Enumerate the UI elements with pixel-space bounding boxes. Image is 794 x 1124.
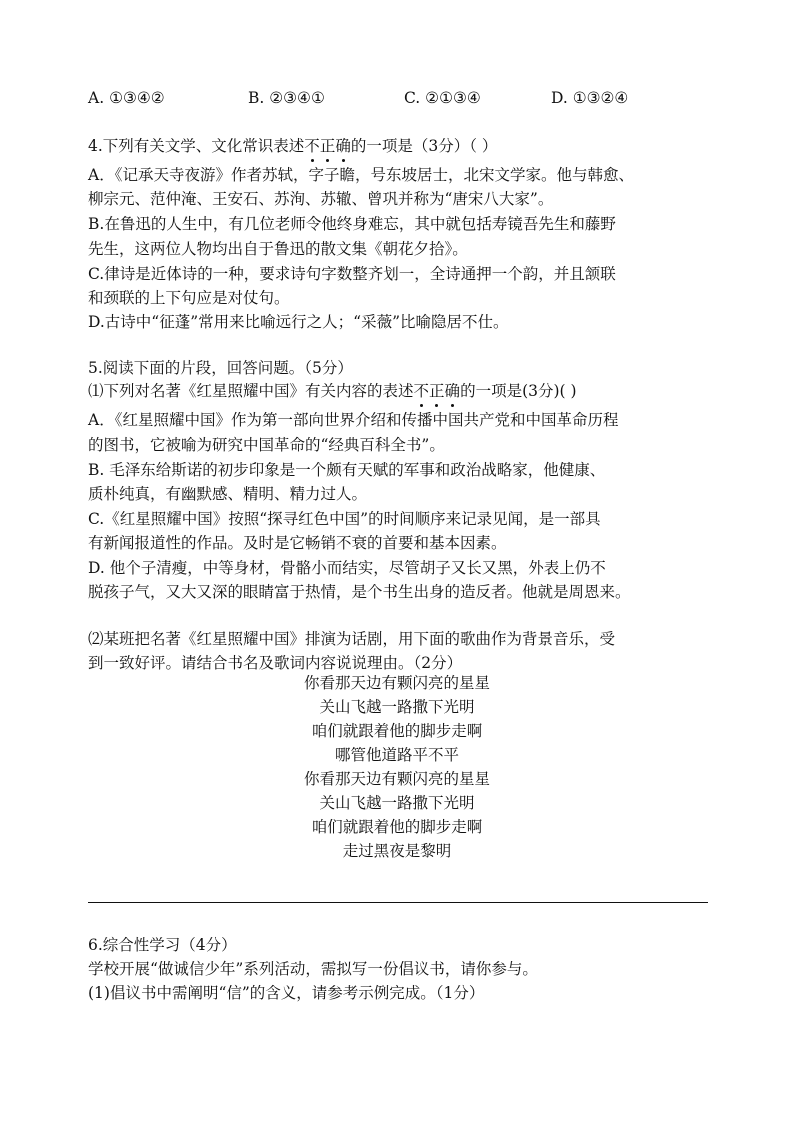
q5-sub2-line: 到一致好评。请结合书名及歌词内容说说理由。（2分） xyxy=(88,654,463,672)
q5-sub2-line: ⑵某班把名著《红星照耀中国》排演为话剧，用下面的歌曲作为背景音乐，受 xyxy=(88,630,616,648)
lyric-line: 你看那天边有颗闪亮的星星 xyxy=(303,674,490,692)
q5-line: D. 他个子清瘦，中等身材，骨骼小而结实，尽管胡子又长又黑，外表上仍不 xyxy=(88,559,606,577)
q4-stem: 4.下列有关文学、文化常识表述不正确的一项是（3分）（ ） xyxy=(88,137,498,155)
lyric-line: 哪管他道路平不平 xyxy=(334,746,459,764)
q5-line: 质朴纯真，有幽默感、精明、精力过人。 xyxy=(88,485,368,503)
q3-option-d: D. ①③②④ xyxy=(551,89,629,107)
q5-line: C.《红星照耀中国》按照“探寻红色中国”的时间顺序来记录见闻，是一部具 xyxy=(88,510,601,528)
q5-line: B. 毛泽东给斯诺的初步印象是一个颇有天赋的军事和政治战略家，他健康、 xyxy=(88,461,606,479)
q4-line: D.古诗中“征蓬”常用来比喻远行之人；“采薇”比喻隐居不仕。 xyxy=(88,313,509,331)
q3-option-b: B. ②③④① xyxy=(248,89,325,107)
q6-title: 6.综合性学习（4分） xyxy=(88,936,237,954)
q5-line: A．《红星照耀中国》作为第一部向世界介绍和传播中国共产党和中国革命历程 xyxy=(88,411,619,429)
lyric-line: 走过黑夜是黎明 xyxy=(342,842,452,860)
q4-line: 先生，这两位人物均出自于鲁迅的散文集《朝花夕拾》。 xyxy=(88,240,468,258)
lyric-line: 关山飞越一路撒下光明 xyxy=(319,794,475,812)
q6-line: 学校开展“做诚信少年”系列活动，需拟写一份倡议书，请你参与。 xyxy=(88,960,538,978)
q4-line: 柳宗元、范仲淹、王安石、苏洵、苏辙、曾巩并称为“唐宋八大家”。 xyxy=(88,190,554,208)
q4-line: B.在鲁迅的人生中，有几位老师令他终身难忘，其中就包括寿镜吾先生和藤野 xyxy=(88,215,616,233)
q6-line: (1)倡议书中需阐明“信”的含义，请参考示例完成。（1分） xyxy=(88,984,485,1002)
q5-title: 5.阅读下面的片段，回答问题。（5分） xyxy=(88,359,353,377)
lyric-line: 咱们就跟着他的脚步走啊 xyxy=(311,722,483,740)
q3-option-c: C. ②①③④ xyxy=(404,89,481,107)
lyric-line: 咱们就跟着他的脚步走啊 xyxy=(311,818,483,836)
q5-line: 脱孩子气，又大又深的眼睛富于热情，是个书生出身的造反者。他就是周恩来。 xyxy=(88,583,631,601)
answer-line[interactable] xyxy=(88,902,708,903)
q5-sub1-stem: ⑴下列对名著《红星照耀中国》有关内容的表述不正确的一项是(3分)( ) xyxy=(88,382,577,400)
lyric-line: 关山飞越一路撒下光明 xyxy=(319,698,475,716)
q5-line: 的图书，它被喻为研究中国革命的“经典百科全书”。 xyxy=(88,436,445,454)
q3-options xyxy=(88,87,708,109)
q4-line: C.律诗是近体诗的一种，要求诗句字数整齐划一，全诗通押一个韵，并且颔联 xyxy=(88,265,616,283)
q4-line: A．《记承天寺夜游》作者苏轼，字子瞻，号东坡居士，北宋文学家。他与韩愈、 xyxy=(88,166,634,184)
q4-line: 和颈联的上下句应是对仗句。 xyxy=(88,289,290,307)
lyric-line: 你看那天边有颗闪亮的星星 xyxy=(303,770,490,788)
q5-line: 有新闻报道性的作品。及时是它畅销不衰的首要和基本因素。 xyxy=(88,534,507,552)
q3-option-a: A. ①③④② xyxy=(88,89,165,107)
